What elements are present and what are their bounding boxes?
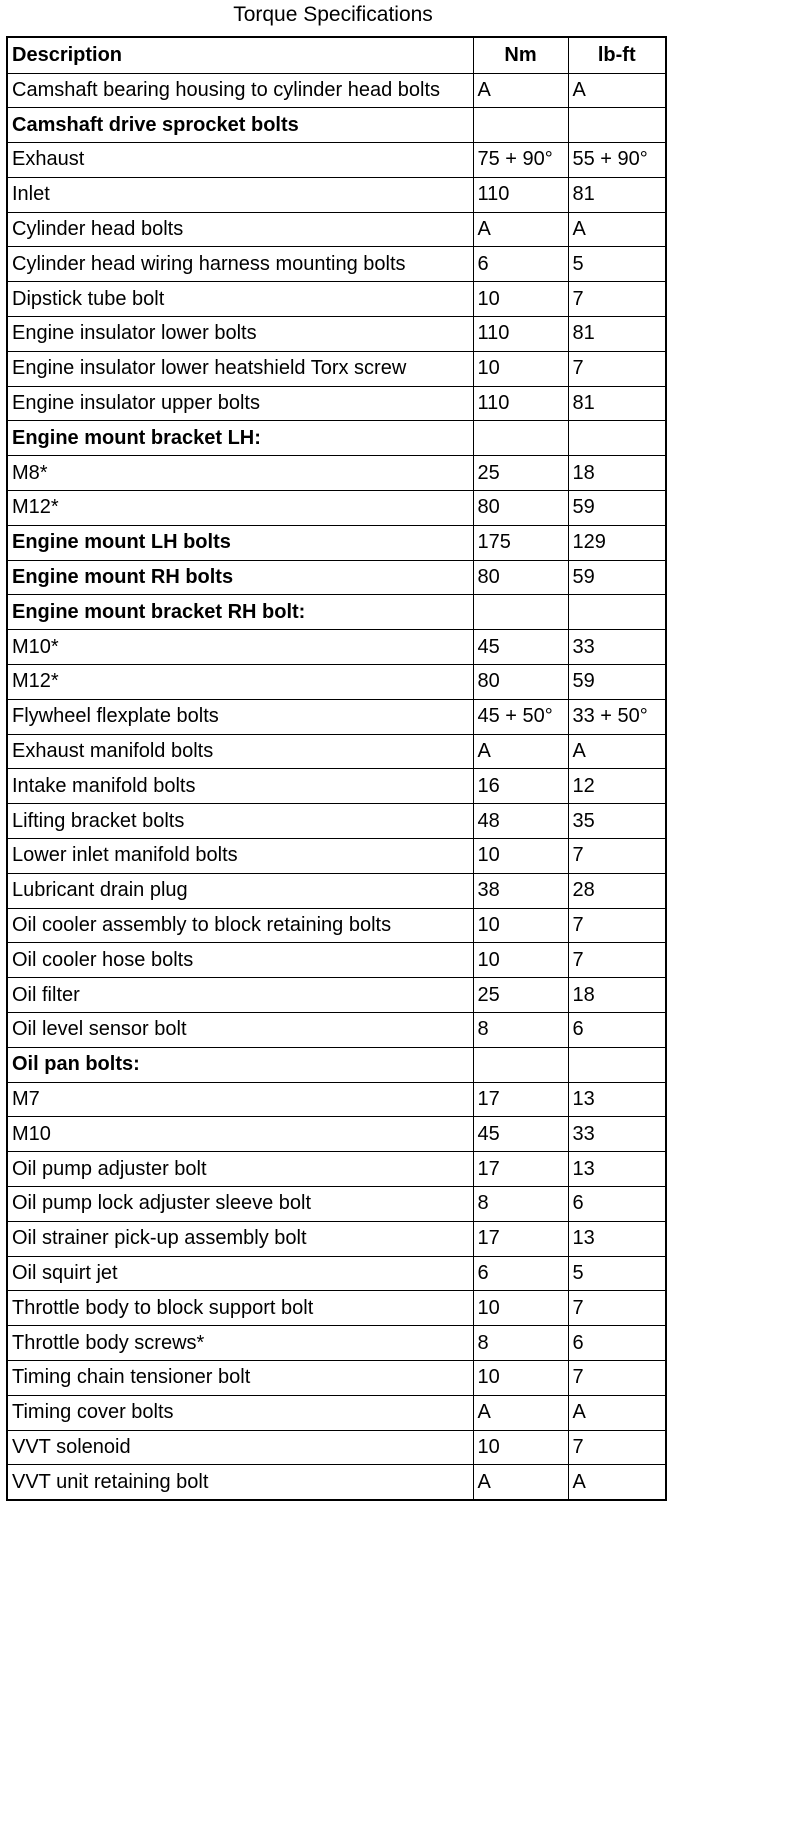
table-row	[7, 630, 666, 665]
cell-description: Oil pump lock adjuster sleeve bolt	[7, 1187, 473, 1222]
cell-lbft: 13	[568, 1152, 666, 1187]
table-row	[7, 839, 666, 874]
cell-nm: 175	[473, 525, 568, 560]
table-row	[7, 1395, 666, 1430]
cell-nm: 6	[473, 247, 568, 282]
cell-lbft: 18	[568, 456, 666, 491]
cell-description: M10*	[7, 630, 473, 665]
cell-lbft: 5	[568, 1256, 666, 1291]
table-row	[7, 282, 666, 317]
table-row	[7, 873, 666, 908]
cell-description: Oil filter	[7, 978, 473, 1013]
cell-description: Engine mount bracket LH:	[7, 421, 473, 456]
cell-nm: 10	[473, 1430, 568, 1465]
cell-lbft: 18	[568, 978, 666, 1013]
cell-description: M12*	[7, 491, 473, 526]
cell-nm: 8	[473, 1013, 568, 1048]
cell-description: Exhaust manifold bolts	[7, 734, 473, 769]
table-row	[7, 1465, 666, 1500]
header-description: Description	[7, 37, 473, 73]
table-row	[7, 1256, 666, 1291]
cell-nm: 45	[473, 630, 568, 665]
cell-lbft: 5	[568, 247, 666, 282]
cell-nm: A	[473, 212, 568, 247]
cell-nm: 8	[473, 1187, 568, 1222]
cell-nm	[473, 108, 568, 143]
table-row	[7, 177, 666, 212]
table-row	[7, 351, 666, 386]
cell-lbft: 33 + 50°	[568, 699, 666, 734]
cell-description: Oil cooler hose bolts	[7, 943, 473, 978]
table-row	[7, 1082, 666, 1117]
table-row	[7, 1152, 666, 1187]
cell-nm: A	[473, 1395, 568, 1430]
table-row	[7, 595, 666, 630]
cell-nm: 110	[473, 177, 568, 212]
cell-lbft	[568, 421, 666, 456]
table-row	[7, 1117, 666, 1152]
table-row	[7, 1326, 666, 1361]
cell-lbft: 33	[568, 630, 666, 665]
cell-description: M7	[7, 1082, 473, 1117]
table-row	[7, 699, 666, 734]
cell-lbft: A	[568, 1395, 666, 1430]
cell-description: M8*	[7, 456, 473, 491]
torque-spec-table	[6, 36, 667, 1501]
table-header-row	[7, 37, 666, 73]
table-row	[7, 665, 666, 700]
cell-lbft: 12	[568, 769, 666, 804]
cell-description: Timing chain tensioner bolt	[7, 1360, 473, 1395]
cell-nm	[473, 595, 568, 630]
cell-lbft: 7	[568, 1360, 666, 1395]
table-row	[7, 143, 666, 178]
cell-description: Throttle body to block support bolt	[7, 1291, 473, 1326]
header-nm: Nm	[473, 37, 568, 73]
cell-nm: 10	[473, 351, 568, 386]
cell-lbft: 81	[568, 317, 666, 352]
cell-lbft: 7	[568, 351, 666, 386]
cell-nm: 75 + 90°	[473, 143, 568, 178]
cell-lbft: A	[568, 734, 666, 769]
table-row	[7, 247, 666, 282]
table-row	[7, 456, 666, 491]
cell-nm: 17	[473, 1082, 568, 1117]
cell-nm: 45 + 50°	[473, 699, 568, 734]
cell-description: Oil level sensor bolt	[7, 1013, 473, 1048]
cell-nm: 17	[473, 1152, 568, 1187]
cell-nm: 25	[473, 978, 568, 1013]
table-row	[7, 491, 666, 526]
cell-lbft: 6	[568, 1187, 666, 1222]
cell-description: M12*	[7, 665, 473, 700]
table-row	[7, 525, 666, 560]
cell-description: Cylinder head wiring harness mounting bolts	[7, 247, 473, 282]
cell-description: Oil pan bolts:	[7, 1047, 473, 1082]
cell-description: Dipstick tube bolt	[7, 282, 473, 317]
cell-lbft: 35	[568, 804, 666, 839]
cell-lbft: 7	[568, 282, 666, 317]
table-row	[7, 386, 666, 421]
cell-description: Timing cover bolts	[7, 1395, 473, 1430]
cell-lbft: A	[568, 73, 666, 108]
cell-nm: 48	[473, 804, 568, 839]
cell-nm: 17	[473, 1221, 568, 1256]
table-body	[7, 73, 666, 1500]
table-row	[7, 108, 666, 143]
cell-nm: 8	[473, 1326, 568, 1361]
cell-nm: 110	[473, 386, 568, 421]
cell-description: Engine mount bracket RH bolt:	[7, 595, 473, 630]
cell-description: Engine mount RH bolts	[7, 560, 473, 595]
cell-lbft: 59	[568, 665, 666, 700]
cell-description: Oil pump adjuster bolt	[7, 1152, 473, 1187]
table-row	[7, 1013, 666, 1048]
cell-lbft: 7	[568, 1291, 666, 1326]
cell-nm: 16	[473, 769, 568, 804]
cell-nm: 10	[473, 1360, 568, 1395]
cell-description: Inlet	[7, 177, 473, 212]
table-row	[7, 1360, 666, 1395]
cell-lbft: 28	[568, 873, 666, 908]
cell-description: Camshaft drive sprocket bolts	[7, 108, 473, 143]
cell-lbft: 7	[568, 943, 666, 978]
cell-lbft: 81	[568, 386, 666, 421]
table-row	[7, 560, 666, 595]
cell-description: Intake manifold bolts	[7, 769, 473, 804]
table-row	[7, 734, 666, 769]
cell-nm: 110	[473, 317, 568, 352]
table-row	[7, 1047, 666, 1082]
table-row	[7, 1187, 666, 1222]
cell-description: M10	[7, 1117, 473, 1152]
cell-nm: 6	[473, 1256, 568, 1291]
cell-nm: 80	[473, 665, 568, 700]
cell-lbft: 81	[568, 177, 666, 212]
cell-nm: 80	[473, 560, 568, 595]
page-title: Torque Specifications	[233, 3, 433, 26]
cell-nm: 80	[473, 491, 568, 526]
cell-nm: 45	[473, 1117, 568, 1152]
cell-nm: 38	[473, 873, 568, 908]
cell-description: Flywheel flexplate bolts	[7, 699, 473, 734]
table-row	[7, 943, 666, 978]
table-row	[7, 1291, 666, 1326]
cell-lbft: A	[568, 1465, 666, 1500]
table-row	[7, 978, 666, 1013]
cell-lbft: 7	[568, 839, 666, 874]
cell-lbft	[568, 1047, 666, 1082]
cell-description: Oil cooler assembly to block retaining bolts	[7, 908, 473, 943]
cell-lbft: 13	[568, 1082, 666, 1117]
cell-description: Oil squirt jet	[7, 1256, 473, 1291]
cell-lbft: 6	[568, 1013, 666, 1048]
cell-lbft: 13	[568, 1221, 666, 1256]
cell-lbft: 33	[568, 1117, 666, 1152]
table-row	[7, 769, 666, 804]
cell-description: Exhaust	[7, 143, 473, 178]
table-row	[7, 317, 666, 352]
cell-nm: 25	[473, 456, 568, 491]
cell-nm: 10	[473, 908, 568, 943]
table-row	[7, 73, 666, 108]
cell-lbft	[568, 108, 666, 143]
header-lbft: lb-ft	[568, 37, 666, 73]
cell-description: Lower inlet manifold bolts	[7, 839, 473, 874]
cell-description: Engine insulator lower bolts	[7, 317, 473, 352]
cell-nm: A	[473, 734, 568, 769]
cell-lbft: 129	[568, 525, 666, 560]
cell-description: Oil strainer pick-up assembly bolt	[7, 1221, 473, 1256]
table-row	[7, 1221, 666, 1256]
cell-lbft: 55 + 90°	[568, 143, 666, 178]
cell-description: Engine insulator upper bolts	[7, 386, 473, 421]
cell-nm: 10	[473, 839, 568, 874]
cell-description: Cylinder head bolts	[7, 212, 473, 247]
cell-lbft	[568, 595, 666, 630]
cell-nm: 10	[473, 282, 568, 317]
cell-description: Lubricant drain plug	[7, 873, 473, 908]
cell-lbft: 59	[568, 491, 666, 526]
cell-nm: 10	[473, 1291, 568, 1326]
cell-nm	[473, 1047, 568, 1082]
cell-lbft: A	[568, 212, 666, 247]
cell-description: Engine mount LH bolts	[7, 525, 473, 560]
table-row	[7, 212, 666, 247]
cell-nm: A	[473, 73, 568, 108]
cell-lbft: 59	[568, 560, 666, 595]
cell-lbft: 7	[568, 1430, 666, 1465]
cell-description: Camshaft bearing housing to cylinder head bolts	[7, 73, 473, 108]
table-row	[7, 804, 666, 839]
cell-description: Throttle body screws*	[7, 1326, 473, 1361]
cell-nm: A	[473, 1465, 568, 1500]
table-row	[7, 1430, 666, 1465]
cell-nm: 10	[473, 943, 568, 978]
cell-description: VVT solenoid	[7, 1430, 473, 1465]
cell-description: Engine insulator lower heatshield Torx screw	[7, 351, 473, 386]
cell-lbft: 6	[568, 1326, 666, 1361]
cell-description: Lifting bracket bolts	[7, 804, 473, 839]
table-row	[7, 421, 666, 456]
cell-nm	[473, 421, 568, 456]
cell-lbft: 7	[568, 908, 666, 943]
cell-description: VVT unit retaining bolt	[7, 1465, 473, 1500]
table-row	[7, 908, 666, 943]
